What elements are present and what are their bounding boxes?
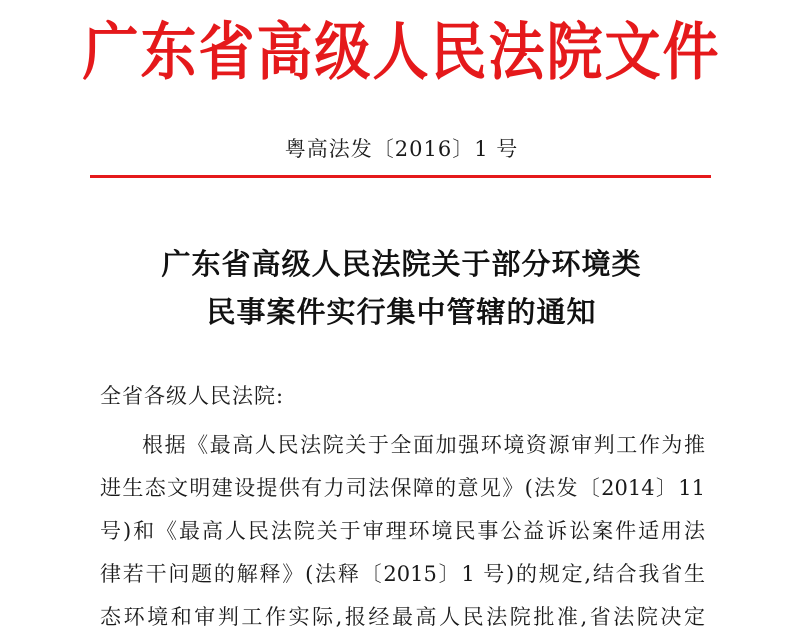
document-number: 粤高法发〔2016〕1 号 bbox=[284, 137, 519, 161]
salutation: 全省各级人民法院: bbox=[100, 384, 285, 408]
issuer-header-title: 广东省高级人民法院文件 bbox=[82, 16, 721, 90]
body-line-5: 态环境和审判工作实际,报经最高人民法院批准,省法院决定 bbox=[100, 605, 705, 629]
body-line-2: 进生态文明建设提供有力司法保障的意见》(法发〔2014〕11 bbox=[100, 476, 705, 500]
notice-title bbox=[0, 240, 803, 336]
body-line-3: 号)和《最高人民法院关于审理环境民事公益诉讼案件适用法 bbox=[100, 519, 705, 543]
notice-title-line-1: 广东省高级人民法院关于部分环境类 bbox=[161, 247, 642, 281]
body-line-1: 根据《最高人民法院关于全面加强环境资源审判工作为推 bbox=[142, 433, 705, 457]
red-divider-line bbox=[90, 175, 711, 178]
body-line-4: 律若干问题的解释》(法释〔2015〕1 号)的规定,结合我省生 bbox=[100, 562, 705, 586]
notice-title-line-2: 民事案件实行集中管辖的通知 bbox=[206, 295, 597, 329]
body-paragraph bbox=[100, 424, 705, 639]
